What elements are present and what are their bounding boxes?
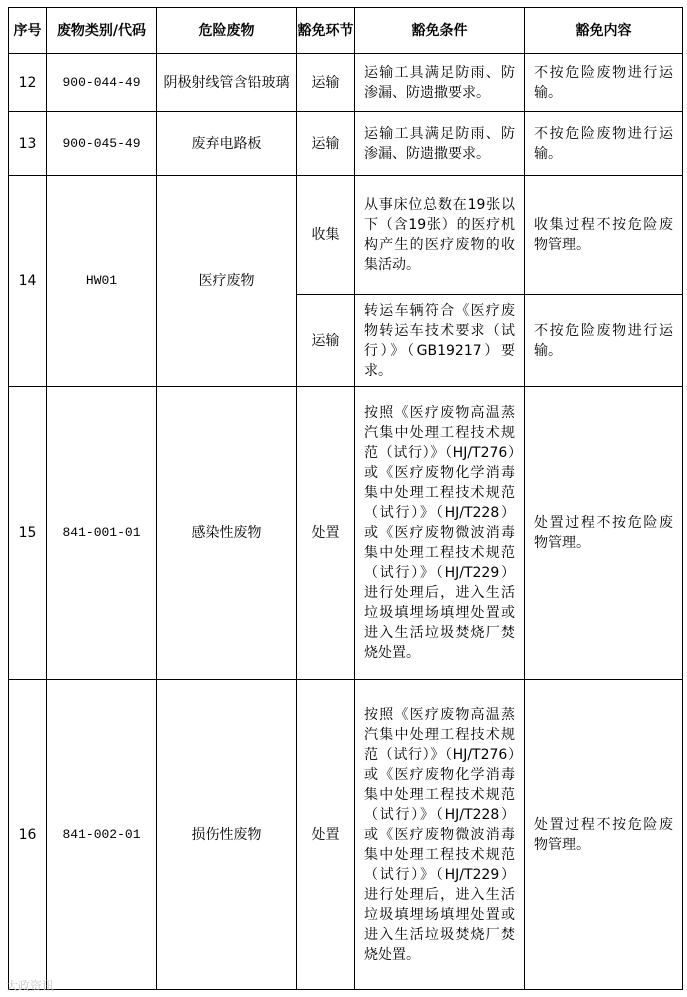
row-no: 13 xyxy=(9,112,47,176)
row-code: 841-001-01 xyxy=(47,387,157,680)
row-content: 收集过程不按危险废物管理。 xyxy=(525,176,683,295)
watermark: 大政资讯 xyxy=(6,979,55,993)
table-row xyxy=(9,176,683,295)
row-code: 900-045-49 xyxy=(47,112,157,176)
row-content: 不按危险废物进行运输。 xyxy=(525,295,683,387)
row-stage: 运输 xyxy=(297,54,355,112)
header-row xyxy=(9,8,683,54)
table-row xyxy=(9,387,683,680)
row-stage: 处置 xyxy=(297,387,355,680)
table-row xyxy=(9,54,683,112)
table-row xyxy=(9,112,683,176)
col-header-no: 序号 xyxy=(9,8,47,54)
row-content: 不按危险废物进行运输。 xyxy=(525,112,683,176)
row-waste: 阴极射线管含铅玻璃 xyxy=(157,54,297,112)
row-content: 不按危险废物进行运输。 xyxy=(525,54,683,112)
row-content: 处置过程不按危险废物管理。 xyxy=(525,387,683,680)
row-condition: 运输工具满足防雨、防渗漏、防遗撒要求。 xyxy=(355,54,525,112)
exemption-table xyxy=(8,7,683,990)
row-code: 841-002-01 xyxy=(47,680,157,990)
row-condition: 运输工具满足防雨、防渗漏、防遗撒要求。 xyxy=(355,112,525,176)
row-content: 处置过程不按危险废物管理。 xyxy=(525,680,683,990)
row-waste: 医疗废物 xyxy=(157,176,297,387)
col-header-waste: 危险废物 xyxy=(157,8,297,54)
row-waste: 废弃电路板 xyxy=(157,112,297,176)
row-no: 12 xyxy=(9,54,47,112)
row-condition: 按照《医疗废物高温蒸汽集中处理工程技术规范（试行）》（HJ/T276）或《医疗废物化学消毒集中处理工程技术规范（试行）》（HJ/T228）或《医疗废物微波消毒集中处理工程技术规范（试行）》（HJ/T229）进行处理后，进入生活垃圾填埋场填埋处置或进入生活垃圾焚烧厂焚烧处置。 xyxy=(355,387,525,680)
row-stage: 运输 xyxy=(297,295,355,387)
col-header-code: 废物类别/代码 xyxy=(47,8,157,54)
row-code: HW01 xyxy=(47,176,157,387)
row-stage: 处置 xyxy=(297,680,355,990)
row-waste: 感染性废物 xyxy=(157,387,297,680)
row-condition: 从事床位总数在19张以下（含19张）的医疗机构产生的医疗废物的收集活动。 xyxy=(355,176,525,295)
row-no: 15 xyxy=(9,387,47,680)
row-no: 14 xyxy=(9,176,47,387)
row-condition: 转运车辆符合《医疗废物转运车技术要求（试行）》（GB19217）要求。 xyxy=(355,295,525,387)
row-stage: 收集 xyxy=(297,176,355,295)
row-waste: 损伤性废物 xyxy=(157,680,297,990)
row-stage: 运输 xyxy=(297,112,355,176)
col-header-condition: 豁免条件 xyxy=(355,8,525,54)
row-condition: 按照《医疗废物高温蒸汽集中处理工程技术规范（试行）》（HJ/T276）或《医疗废物化学消毒集中处理工程技术规范（试行）》（HJ/T228）或《医疗废物微波消毒集中处理工程技术规范（试行）》（HJ/T229）进行处理后，进入生活垃圾填埋场填埋处置或进入生活垃圾焚烧厂焚烧处置。 xyxy=(355,680,525,990)
col-header-stage: 豁免环节 xyxy=(297,8,355,54)
table-row xyxy=(9,680,683,990)
col-header-content: 豁免内容 xyxy=(525,8,683,54)
row-no: 16 xyxy=(9,680,47,990)
row-code: 900-044-49 xyxy=(47,54,157,112)
